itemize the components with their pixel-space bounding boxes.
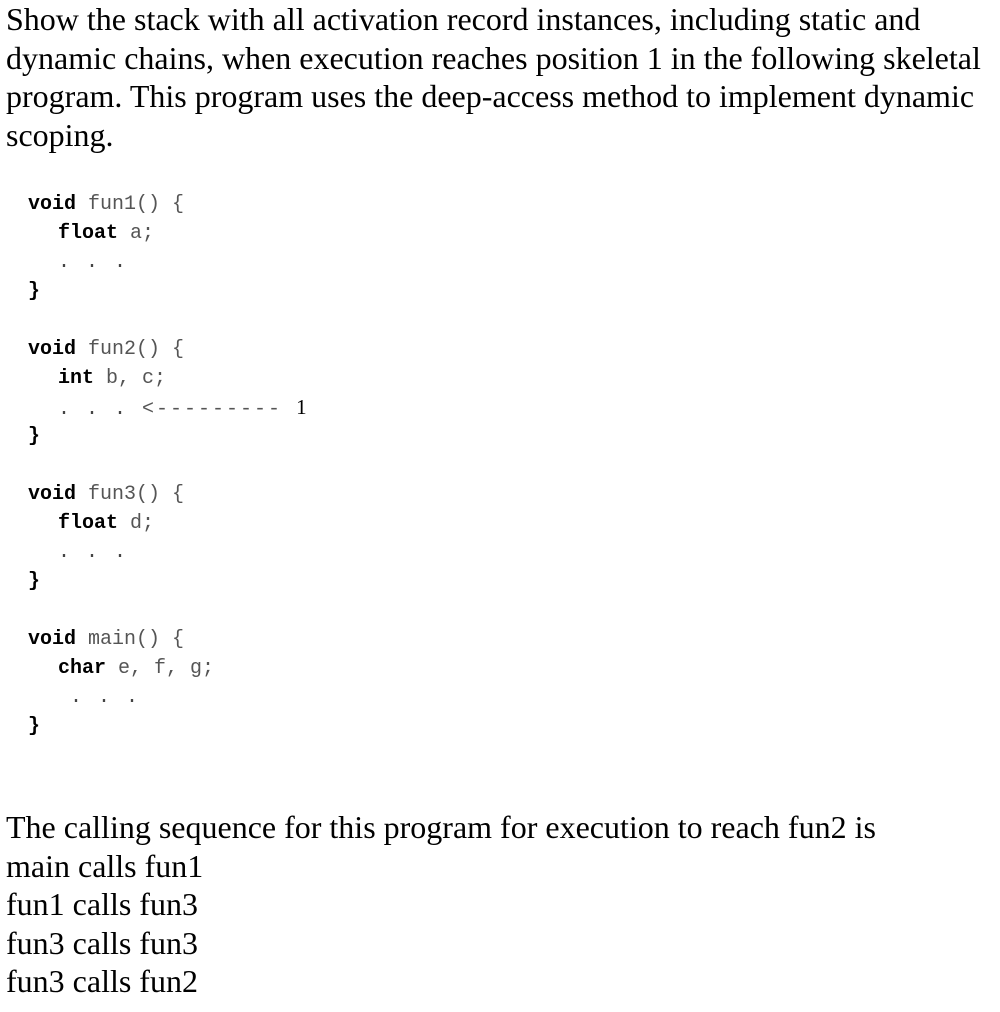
fun2-ellipsis: . . . [58,398,129,421]
fun2-decl-vars: b, c; [106,367,167,390]
fun2-signature: fun2() { [88,338,185,361]
fun2-keyword: void [28,338,77,361]
fun3-ellipsis: . . . [58,541,129,564]
call-step: fun3 calls fun3 [6,924,198,961]
main-keyword: void [28,628,77,651]
fun1-decl-vars: a; [130,222,155,245]
main-decl-type: char [58,657,107,680]
fun3-close [28,567,309,596]
fun2-close [28,422,309,451]
main-body [28,683,309,712]
fun1-keyword: void [28,193,77,216]
call-step: fun3 calls fun2 [6,963,198,999]
main-close-brace: } [28,715,41,738]
fun1-decl-type: float [58,222,119,245]
calling-sequence [6,808,996,1001]
main-close [28,712,309,741]
fun3-decl-vars: d; [130,512,155,535]
fun1-ellipsis: . . . [58,251,129,274]
call-step: main calls fun1 [6,847,204,884]
call-step: fun1 calls fun3 [6,886,198,922]
fun2-declaration [28,364,309,393]
fun1-declaration [28,219,309,248]
fun1-header [28,190,309,219]
fun2-header [28,335,309,364]
fun3-keyword: void [28,483,77,506]
position-arrow: <--------- [142,398,283,421]
main-decl-vars: e, f, g; [118,657,215,680]
fun1-signature: fun1() { [88,193,185,216]
position-marker: 1 [296,395,309,419]
fun1-close [28,277,309,306]
main-ellipsis: . . . [70,686,141,709]
fun1-close-brace: } [28,280,41,303]
fun3-close-brace: } [28,570,41,593]
blank-line [28,596,309,625]
fun1-body [28,248,309,277]
main-declaration [28,654,309,683]
main-signature: main() { [88,628,185,651]
fun2-close-brace: } [28,425,41,448]
main-header [28,625,309,654]
blank-line [28,306,309,335]
question-intro: Show the stack with all activation record instances, including static and dynamic chains, when execution reaches position 1 in the following skeletal program. This program uses the deep-access method to implement dynamic scoping. [6,1,981,153]
calling-sequence-heading: The calling sequence for this program for execution to reach fun2 is [6,809,876,845]
skeletal-program-code [28,190,309,741]
blank-line [28,451,309,480]
fun3-declaration [28,509,309,538]
fun3-decl-type: float [58,512,119,535]
fun3-signature: fun3() { [88,483,185,506]
fun2-body [28,393,309,422]
fun3-body [28,538,309,567]
fun2-decl-type: int [58,367,95,390]
fun3-header [28,480,309,509]
